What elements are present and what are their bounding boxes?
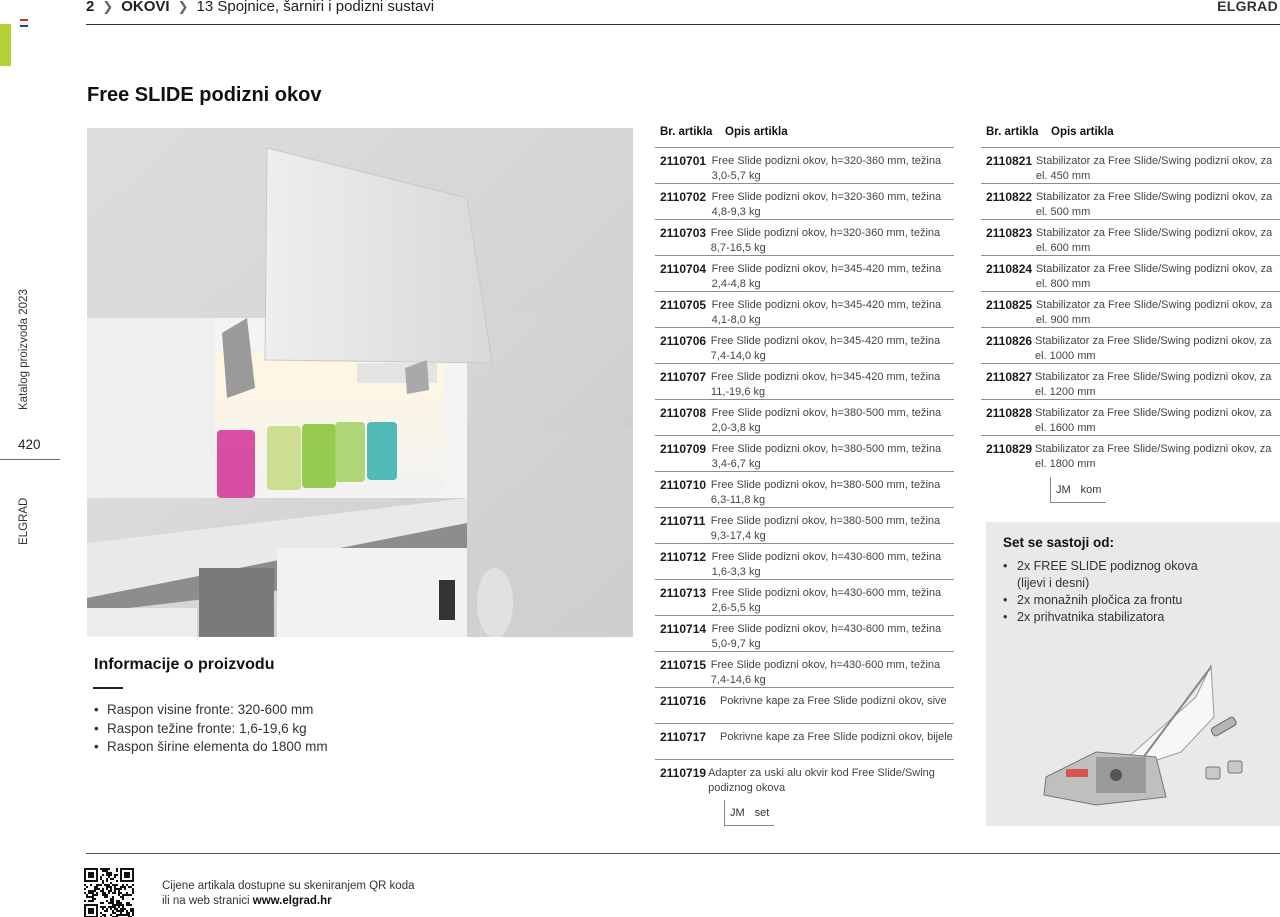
table-row bbox=[655, 399, 954, 435]
sidebar-page-number: 420 bbox=[18, 437, 41, 452]
table-row bbox=[655, 327, 954, 363]
unit-box-left bbox=[724, 800, 774, 826]
table-row bbox=[981, 219, 1280, 255]
article-code: 2110829 bbox=[986, 442, 1033, 456]
header-divider bbox=[86, 24, 1280, 25]
set-item-3: 2x prihvatnika stabilizatora bbox=[1017, 610, 1165, 624]
article-code: 2110827 bbox=[986, 370, 1033, 384]
list-item: • Raspon visine fronte: 320-600 mm bbox=[94, 701, 328, 720]
article-description: Stabilizator za Free Slide/Swing podizni okov, za el. 500 mm bbox=[1035, 191, 1273, 218]
unit-value: set bbox=[754, 806, 770, 819]
article-code: 2110711 bbox=[660, 514, 706, 528]
article-description: Pokrivne kape za Free Slide podizni okov, bijele bbox=[720, 731, 953, 743]
article-code: 2110821 bbox=[986, 154, 1033, 168]
article-description: Stabilizator za Free Slide/Swing podizni okov, za el. 800 mm bbox=[1035, 263, 1273, 290]
table-row bbox=[655, 471, 954, 507]
sidebar-divider bbox=[0, 459, 60, 460]
table-left-header bbox=[660, 126, 788, 138]
breadcrumb bbox=[86, 0, 434, 15]
sidebar-catalog-label: Katalog proizvoda 2023 bbox=[18, 289, 30, 410]
table-right bbox=[981, 147, 1280, 471]
table-row bbox=[981, 183, 1280, 219]
article-code: 2110825 bbox=[986, 298, 1033, 312]
table-row bbox=[655, 759, 954, 795]
column-header-code: Br. artikla bbox=[986, 126, 1039, 138]
table-row bbox=[655, 219, 954, 255]
article-code: 2110719 bbox=[660, 766, 707, 780]
article-code: 2110709 bbox=[660, 442, 707, 456]
table-row bbox=[655, 687, 954, 723]
article-code: 2110712 bbox=[660, 550, 707, 564]
article-description: Free Slide podizni okov, h=430-600 mm, težina 7,4-14,6 kg bbox=[710, 659, 941, 686]
table-row bbox=[655, 255, 954, 291]
page-title: Free SLIDE podizni okov bbox=[87, 84, 322, 106]
footer-text bbox=[162, 879, 415, 909]
unit-label: JM bbox=[1056, 483, 1071, 496]
table-row bbox=[655, 363, 954, 399]
set-item-2: 2x monažnih pločica za frontu bbox=[1017, 593, 1183, 607]
brand-logo: ELGRAD bbox=[1217, 0, 1278, 14]
article-code: 2110822 bbox=[986, 190, 1033, 204]
article-description: Free Slide podizni okov, h=345-420 mm, težina 11,-19,6 kg bbox=[710, 371, 941, 398]
footer-divider bbox=[86, 853, 1280, 854]
article-description: Free Slide podizni okov, h=345-420 mm, težina 7,4-14,0 kg bbox=[710, 335, 941, 362]
article-code: 2110824 bbox=[986, 262, 1033, 276]
product-photo bbox=[87, 128, 633, 637]
lift-mechanism-illustration bbox=[1036, 657, 1256, 817]
column-header-code: Br. artikla bbox=[660, 126, 713, 138]
footer-line-2-prefix: ili na web stranici bbox=[162, 895, 253, 907]
article-description: Stabilizator za Free Slide/Swing podizni okov, za el. 600 mm bbox=[1035, 227, 1273, 254]
table-row bbox=[981, 399, 1280, 435]
table-row bbox=[981, 255, 1280, 291]
article-description: Free Slide podizni okov, h=380-500 mm, težina 9,3-17,4 kg bbox=[710, 515, 941, 542]
product-info-divider bbox=[93, 687, 123, 689]
qr-code-icon[interactable] bbox=[84, 868, 134, 917]
page-header bbox=[86, 0, 1278, 24]
article-code: 2110713 bbox=[660, 586, 707, 600]
article-description: Stabilizator za Free Slide/Swing podizni okov, za el. 1200 mm bbox=[1035, 371, 1272, 398]
list-item: • 2x FREE SLIDE podiznog okova bbox=[1003, 559, 1198, 573]
article-code: 2110704 bbox=[660, 262, 707, 276]
article-description: Free Slide podizni okov, h=320-360 mm, težina 3,0-5,7 kg bbox=[711, 155, 942, 182]
article-description: Free Slide podizni okov, h=320-360 mm, težina 4,8-9,3 kg bbox=[711, 191, 942, 218]
table-row bbox=[655, 651, 954, 687]
article-code: 2110716 bbox=[660, 694, 707, 708]
table-row bbox=[655, 507, 954, 543]
article-code: 2110701 bbox=[660, 154, 707, 168]
list-item-continuation: (lijevi i desni) bbox=[1017, 576, 1090, 590]
column-header-desc: Opis artikla bbox=[1051, 126, 1114, 138]
table-row bbox=[981, 363, 1280, 399]
list-item: • Raspon težine fronte: 1,6-19,6 kg bbox=[94, 720, 328, 739]
footer-line-1: Cijene artikala dostupne su skeniranjem QR koda bbox=[162, 880, 415, 892]
article-description: Free Slide podizni okov, h=380-500 mm, težina 6,3-11,8 kg bbox=[710, 479, 941, 506]
table-row bbox=[655, 147, 954, 183]
website-link[interactable]: www.elgrad.hr bbox=[252, 895, 332, 907]
article-code: 2110707 bbox=[660, 370, 707, 384]
table-right-header bbox=[986, 126, 1114, 138]
table-row bbox=[655, 615, 954, 651]
set-title: Set se sastoji od: bbox=[1003, 535, 1115, 550]
article-code: 2110702 bbox=[660, 190, 707, 204]
article-description: Free Slide podizni okov, h=345-420 mm, težina 4,1-8,0 kg bbox=[711, 299, 942, 326]
product-info-title: Informacije o proizvodu bbox=[94, 656, 275, 673]
list-item: • 2x prihvatnika stabilizatora bbox=[1003, 610, 1165, 624]
list-item: • 2x monažnih pločica za frontu bbox=[1003, 593, 1183, 607]
table-row bbox=[655, 543, 954, 579]
table-row bbox=[655, 291, 954, 327]
table-row bbox=[655, 723, 954, 759]
article-description: Free Slide podizni okov, h=430-600 mm, težina 5,0-9,7 kg bbox=[711, 623, 942, 650]
article-description: Free Slide podizni okov, h=345-420 mm, težina 2,4-4,8 kg bbox=[711, 263, 942, 290]
table-row bbox=[981, 291, 1280, 327]
article-description: Stabilizator za Free Slide/Swing podizni okov, za el. 1800 mm bbox=[1035, 443, 1272, 470]
product-info-list bbox=[94, 701, 328, 757]
table-row bbox=[981, 327, 1280, 363]
article-description: Free Slide podizni okov, h=380-500 mm, težina 3,4-6,7 kg bbox=[711, 443, 942, 470]
table-left bbox=[655, 147, 954, 795]
article-code: 2110706 bbox=[660, 334, 707, 348]
article-description: Free Slide podizni okov, h=320-360 mm, težina 8,7-16,5 kg bbox=[710, 227, 941, 254]
flag-icon bbox=[20, 19, 28, 27]
unit-value: kom bbox=[1080, 483, 1102, 496]
breadcrumb-section[interactable]: OKOVI bbox=[121, 0, 170, 15]
chevron-right-icon: ❯ bbox=[102, 0, 114, 14]
article-description: Free Slide podizni okov, h=380-500 mm, težina 2,0-3,8 kg bbox=[711, 407, 942, 434]
sidebar-brand-label: ELGRAD bbox=[18, 497, 30, 545]
article-code: 2110715 bbox=[660, 658, 707, 672]
article-code: 2110703 bbox=[660, 226, 707, 240]
unit-label: JM bbox=[730, 806, 745, 819]
set-contents-box bbox=[986, 522, 1280, 826]
breadcrumb-subsection[interactable]: 13 Spojnice, šarniri i podizni sustavi bbox=[196, 0, 435, 15]
footer-line-2 bbox=[162, 894, 415, 909]
article-description: Stabilizator za Free Slide/Swing podizni okov, za el. 450 mm bbox=[1035, 155, 1273, 182]
table-row bbox=[655, 579, 954, 615]
set-item-1: 2x FREE SLIDE podiznog okova bbox=[1017, 559, 1198, 573]
article-code: 2110714 bbox=[660, 622, 707, 636]
article-code: 2110708 bbox=[660, 406, 707, 420]
unit-box-right bbox=[1050, 477, 1106, 503]
article-code: 2110826 bbox=[986, 334, 1033, 348]
article-code: 2110823 bbox=[986, 226, 1033, 240]
article-description: Free Slide podizni okov, h=430-600 mm, težina 1,6-3,3 kg bbox=[711, 551, 942, 578]
chevron-right-icon: ❯ bbox=[177, 0, 189, 14]
article-description: Pokrivne kape za Free Slide podizni okov, sive bbox=[720, 695, 947, 707]
breadcrumb-page-num: 2 bbox=[86, 0, 95, 15]
article-code: 2110705 bbox=[660, 298, 707, 312]
article-code: 2110717 bbox=[660, 730, 707, 744]
article-description: Free Slide podizni okov, h=430-600 mm, težina 2,6-5,5 kg bbox=[711, 587, 942, 614]
list-item: • Raspon širine elementa do 1800 mm bbox=[94, 738, 328, 757]
article-code: 2110710 bbox=[660, 478, 707, 492]
table-row bbox=[655, 183, 954, 219]
article-description: Adapter za uski alu okvir kod Free Slide/Swing podiznog okova bbox=[708, 767, 935, 794]
article-description: Stabilizator za Free Slide/Swing podizni okov, za el. 1600 mm bbox=[1035, 407, 1272, 434]
set-list bbox=[1003, 558, 1198, 626]
article-description: Stabilizator za Free Slide/Swing podizni okov, za el. 900 mm bbox=[1035, 299, 1273, 326]
article-code: 2110828 bbox=[986, 406, 1033, 420]
table-row bbox=[981, 435, 1280, 471]
table-row bbox=[655, 435, 954, 471]
article-description: Stabilizator za Free Slide/Swing podizni okov, za el. 1000 mm bbox=[1035, 335, 1272, 362]
table-row bbox=[981, 147, 1280, 183]
column-header-desc: Opis artikla bbox=[725, 126, 788, 138]
side-accent-bar bbox=[0, 24, 11, 66]
